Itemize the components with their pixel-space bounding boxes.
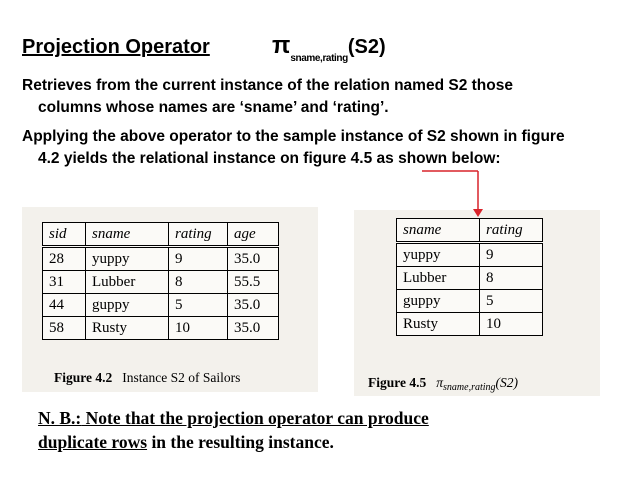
formula-argument: (S2) bbox=[347, 36, 386, 58]
table-cell: 35.0 bbox=[228, 294, 279, 317]
paragraph-example bbox=[22, 126, 565, 170]
figure-4-2-scan bbox=[22, 207, 318, 392]
table-cell: 8 bbox=[169, 271, 228, 294]
note-block bbox=[38, 406, 429, 454]
page-title: Projection Operator bbox=[22, 36, 210, 58]
table-cell: 35.0 bbox=[228, 247, 279, 271]
table-cell: guppy bbox=[86, 294, 169, 317]
table-cell: yuppy bbox=[86, 247, 169, 271]
column-header: rating bbox=[169, 223, 228, 247]
column-header: age bbox=[228, 223, 279, 247]
table-cell: 10 bbox=[169, 317, 228, 340]
table-cell: 58 bbox=[43, 317, 86, 340]
note-prefix: N. B.: bbox=[38, 408, 82, 428]
table-cell: 44 bbox=[43, 294, 86, 317]
table-cell: 28 bbox=[43, 247, 86, 271]
projection-result-table bbox=[396, 218, 543, 336]
column-header: sname bbox=[397, 219, 480, 243]
caption-label: Figure 4.2 bbox=[54, 370, 113, 385]
table-row bbox=[43, 271, 279, 294]
paragraph-example-line2: 4.2 yields the relational instance on figure 4.5 as shown below: bbox=[38, 150, 501, 167]
table-cell: 5 bbox=[169, 294, 228, 317]
caption-argument: (S2) bbox=[495, 375, 519, 390]
caption-subscript: sname,rating bbox=[443, 382, 496, 393]
table-row bbox=[43, 317, 279, 340]
caption-pi: π bbox=[436, 375, 444, 390]
table-header-row bbox=[43, 223, 279, 247]
sailors-table bbox=[42, 222, 279, 340]
formula-subscript: sname,rating bbox=[290, 53, 348, 64]
column-header: sid bbox=[43, 223, 86, 247]
table-cell: Rusty bbox=[397, 313, 480, 336]
column-header: sname bbox=[86, 223, 169, 247]
table-cell: 5 bbox=[480, 290, 543, 313]
table-row bbox=[397, 313, 543, 336]
figure-4-5-scan bbox=[354, 210, 600, 396]
figure-4-5-caption bbox=[368, 375, 518, 391]
paragraph-definition-line2: columns whose names are ‘sname’ and ‘rating’. bbox=[38, 99, 389, 116]
table-row bbox=[43, 247, 279, 271]
figure-4-2-caption bbox=[54, 370, 240, 386]
table-row bbox=[397, 243, 543, 267]
table-cell: guppy bbox=[397, 290, 480, 313]
column-header: rating bbox=[480, 219, 543, 243]
table-row bbox=[397, 267, 543, 290]
note-text-part2: in the resulting instance. bbox=[147, 432, 334, 452]
table-cell: Lubber bbox=[86, 271, 169, 294]
caption-formula bbox=[436, 375, 519, 393]
table-row bbox=[397, 290, 543, 313]
table-cell: yuppy bbox=[397, 243, 480, 267]
table-cell: Rusty bbox=[86, 317, 169, 340]
caption-label: Figure 4.5 bbox=[368, 375, 427, 390]
table-cell: 9 bbox=[169, 247, 228, 271]
table-header-row bbox=[397, 219, 543, 243]
table-row bbox=[43, 294, 279, 317]
table-cell: Lubber bbox=[397, 267, 480, 290]
paragraph-definition bbox=[22, 75, 513, 119]
table-cell: 55.5 bbox=[228, 271, 279, 294]
projection-formula bbox=[272, 32, 386, 64]
table-cell: 9 bbox=[480, 243, 543, 267]
paragraph-definition-line1: Retrieves from the current instance of the relation named S2 those bbox=[22, 77, 513, 94]
table-cell: 10 bbox=[480, 313, 543, 336]
caption-text: Instance S2 of Sailors bbox=[122, 370, 241, 385]
note-highlight: duplicate rows bbox=[38, 432, 148, 452]
paragraph-example-line1: Applying the above operator to the sample instance of S2 shown in figure bbox=[22, 128, 565, 145]
note-text-part1: Note that the projection operator can produce bbox=[81, 408, 429, 428]
table-cell: 31 bbox=[43, 271, 86, 294]
formula-pi: π bbox=[272, 32, 291, 59]
table-cell: 8 bbox=[480, 267, 543, 290]
table-cell: 35.0 bbox=[228, 317, 279, 340]
